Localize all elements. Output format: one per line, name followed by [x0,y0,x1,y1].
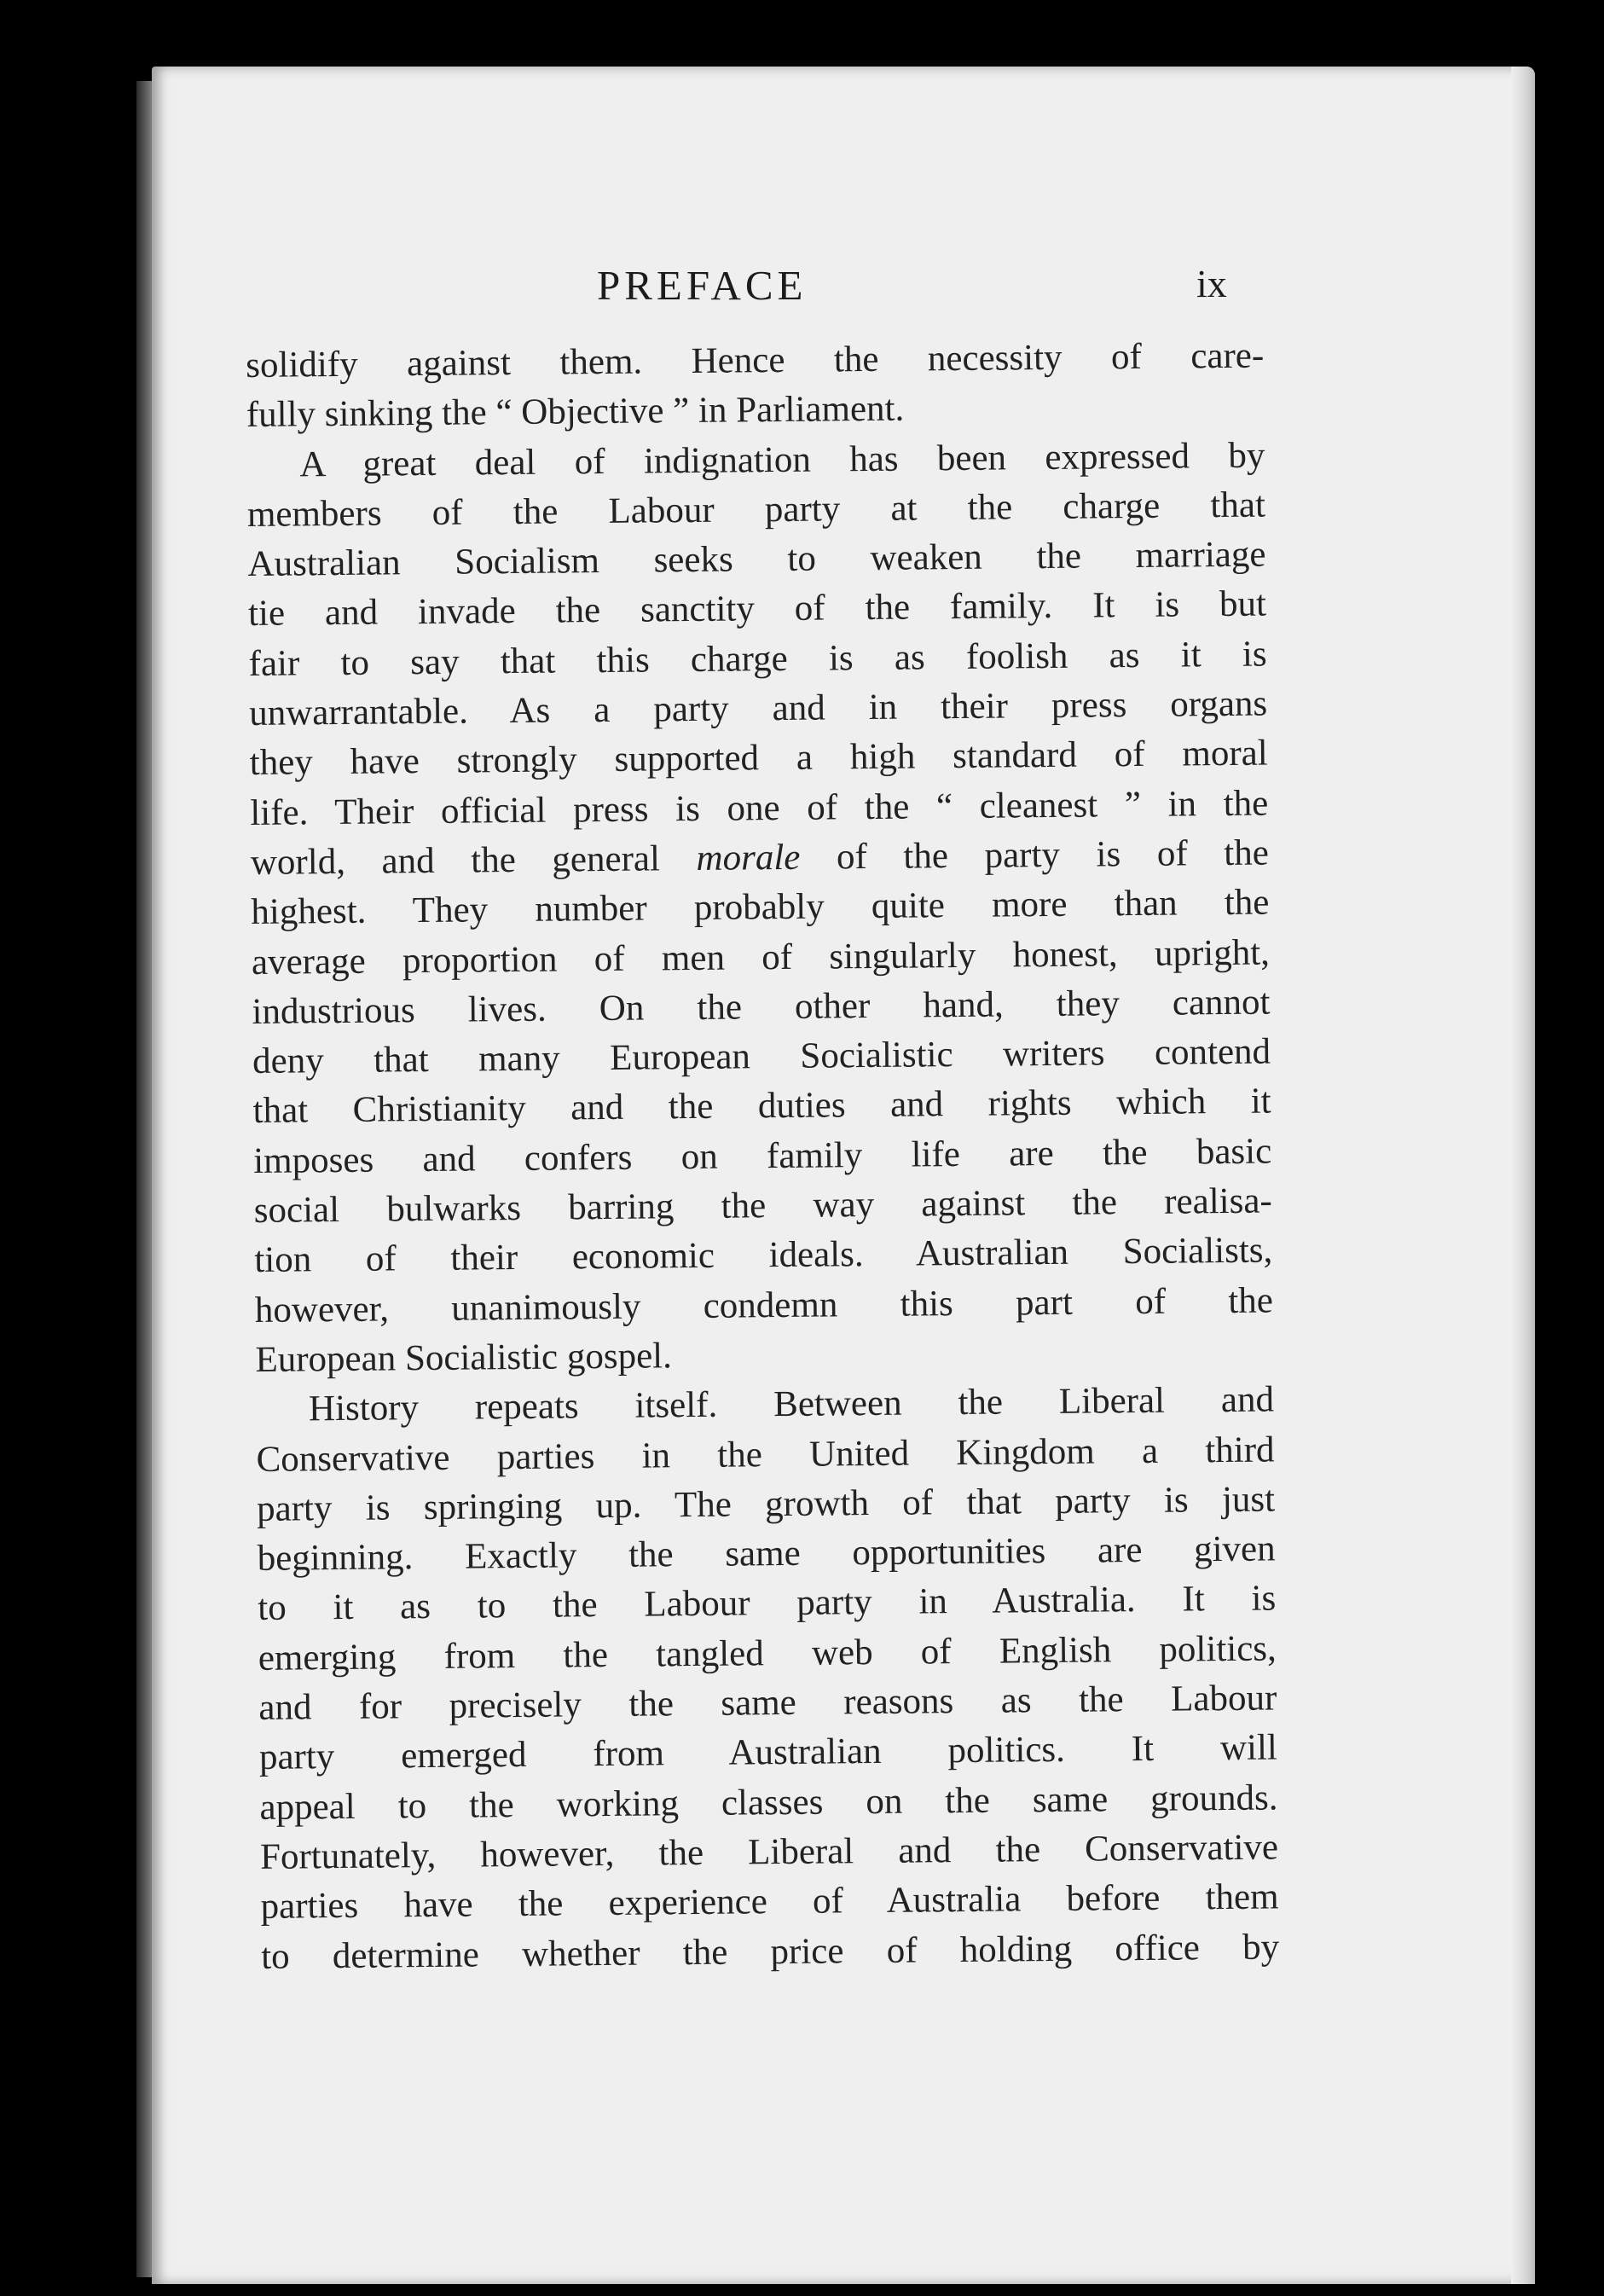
text-line: tie and invade the sanctity of the family. It is but [247,584,1267,635]
text-line: fair to say that this charge is as foolish as it is [248,634,1267,684]
text-line: life. Their official press is one of the “ cleanest ” in the [250,783,1269,833]
text-line: that Christianity and the duties and rights which it [252,1081,1271,1132]
italic-word: morale [696,837,801,878]
text-line: solidify against them. Hence the necessity of care- [246,335,1265,386]
text-line: History repeats itself. Between the Liberal and [308,1379,1275,1429]
text-line: parties have the experience of Australia before them [260,1876,1279,1928]
text-line: beginning. Exactly the same opportunities are given [257,1528,1276,1580]
text-line: to determine whether the price of holding office by [260,1926,1280,1977]
body-text [246,332,1279,1982]
text-run: of the party is of the [800,832,1270,878]
text-line: to it as to the Labour party in Australia. It is [258,1578,1277,1629]
book-page [152,67,1535,2284]
text-line: social bulwarks barring the way against the realisa- [253,1180,1272,1231]
text-line: and for precisely the same reasons as the Labour [258,1678,1277,1728]
text-line: imposes and confers on family life are the basic [253,1131,1272,1181]
running-head: PREFACE [597,262,808,309]
text-line: party emerged from Australian politics. It will [258,1727,1278,1778]
text-line: Fortunately, however, the Liberal and the Conservative [259,1827,1279,1877]
text-line: appeal to the working classes on the same grounds. [259,1777,1278,1828]
text-line: European Socialistic gospel. [255,1336,673,1380]
text-line: however, unanimously condemn this part of the [254,1280,1274,1331]
text-line: party is springing up. The growth of that party is just [256,1479,1276,1529]
text-line: industrious lives. On the other hand, they cannot [252,982,1271,1032]
page-number: ix [1196,262,1227,305]
text-line: fully sinking the “ Objective ” in Parliament. [246,388,905,436]
text-run: world, and the general [250,838,697,883]
text-line: A great deal of indignation has been expressed by [299,435,1265,484]
text-line: they have strongly supported a high standard of moral [249,733,1268,784]
text-line: emerging from the tangled web of English politics, [258,1628,1277,1679]
text-line: average proportion of men of singularly honest, upright, [251,932,1271,983]
text-line: members of the Labour party at the charge that [246,484,1266,535]
paragraph [246,431,1274,1385]
text-line: Australian Socialism seeks to weaken the marriage [247,534,1266,585]
text-line: highest. They number probably quite more than the [251,882,1270,933]
text-line: unwarrantable. As a party and in their press organs [248,683,1268,734]
paragraph [256,1376,1280,1982]
text-line: Conservative parties in the United Kingdom a third [256,1429,1275,1480]
text-line: deny that many European Socialistic writers contend [252,1031,1271,1082]
page-edge [1511,67,1535,2284]
text-line: tion of their economic ideals. Australian Socialists, [254,1230,1273,1281]
page-header [152,261,1535,329]
paragraph [246,332,1265,441]
